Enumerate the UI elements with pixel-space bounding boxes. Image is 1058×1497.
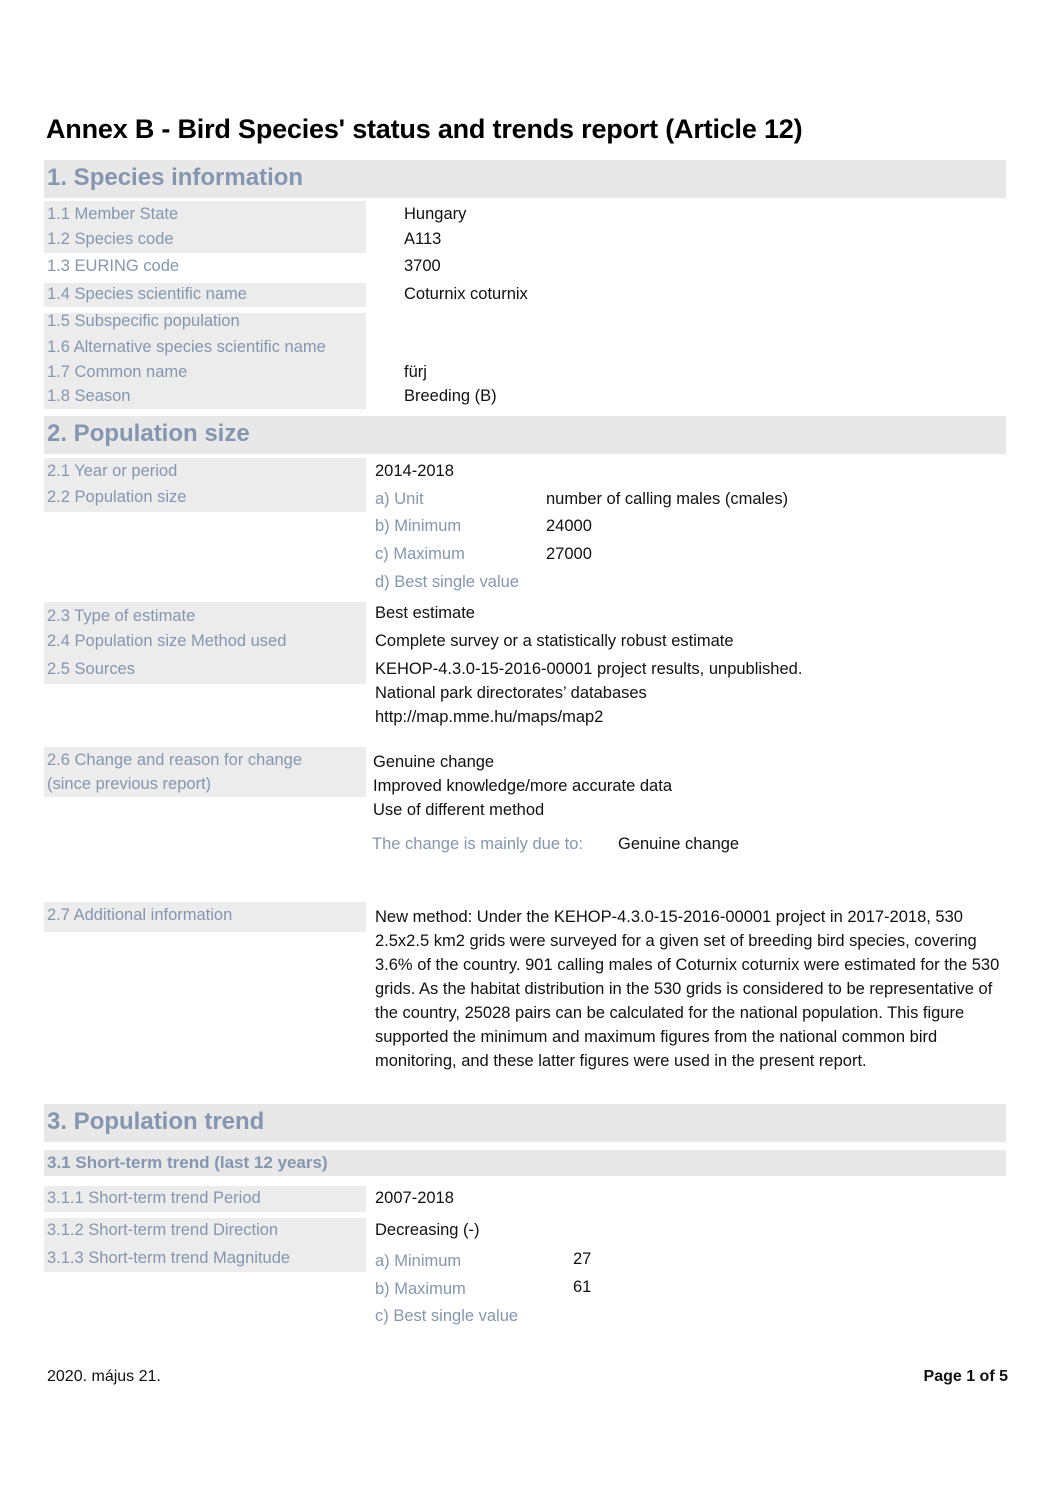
footer-page-number: Page 1 of 5 [923,1368,1008,1385]
page-title: Annex B - Bird Species' status and trends report (Article 12) [46,114,803,144]
footer-date: 2020. május 21. [47,1368,161,1385]
trend-best-value-label: c) Best single value [375,1307,519,1325]
best-single-value-label: d) Best single value [375,573,519,591]
subsection-header-short-term-trend: 3.1 Short-term trend (last 12 years) [44,1150,1006,1176]
section-header-population-trend: 3. Population trend [44,1104,1006,1142]
scientific-name-label: 1.4 Species scientific name [47,285,247,303]
source-line: KEHOP-4.3.0-15-2016-00001 project results, unpublished. [375,660,803,678]
common-name-label: 1.7 Common name [47,363,188,381]
source-line[interactable]: http://map.mme.hu/maps/map2 [375,708,604,726]
species-code-label: 1.2 Species code [47,230,174,248]
method-used-label: 2.4 Population size Method used [47,632,287,650]
additional-information-text: New method: Under the KEHOP-4.3.0-15-2016-00001 project in 2017-2018, 530 2.5x2.5 km2 grids were surveyed for a given set of breeding bird species, covering 3.6% of the country. 901 calling males of Coturnix coturnix were estimated for the 530 grids. As the habitat distribution in the 530 grids is considered to be representative of the country, 25028 pairs can be calculated for the national population. This figure supported the minimum and maximum figures from the national common bird monitoring, and these latter figures were used in the present report. [375,908,1000,1070]
common-name-value: fürj [404,363,427,381]
minimum-label: b) Minimum [375,517,462,535]
trend-direction-value: Decreasing (-) [375,1221,480,1239]
section-header-species-information: 1. Species information [44,160,1006,198]
maximum-label: c) Maximum [375,545,465,563]
type-of-estimate-label: 2.3 Type of estimate [47,607,196,625]
change-mainly-due-value: Genuine change [618,835,740,853]
season-value: Breeding (B) [404,387,497,405]
change-reason-item: Use of different method [373,801,545,819]
member-state-value: Hungary [404,205,467,223]
maximum-value: 27000 [546,545,592,563]
year-period-value: 2014-2018 [375,462,454,480]
change-reason-label: 2.6 Change and reason for change [47,751,303,769]
alternative-name-label: 1.6 Alternative species scientific name [47,338,326,356]
source-line: National park directorates’ databases [375,684,647,702]
euring-code-value: 3700 [404,257,441,275]
change-reason-item: Improved knowledge/more accurate data [373,777,672,795]
change-mainly-due-label: The change is mainly due to: [372,835,583,853]
sources-label: 2.5 Sources [47,660,136,678]
unit-value: number of calling males (cmales) [546,490,789,508]
trend-minimum-label: a) Minimum [375,1252,462,1270]
year-period-label: 2.1 Year or period [47,462,178,480]
subspecific-population-label: 1.5 Subspecific population [47,312,240,330]
member-state-label: 1.1 Member State [47,205,179,223]
additional-information-label: 2.7 Additional information [47,906,233,924]
trend-minimum-value: 27 [573,1250,592,1268]
species-code-value: A113 [404,230,442,248]
type-of-estimate-value: Best estimate [375,604,475,622]
trend-direction-label: 3.1.2 Short-term trend Direction [47,1221,279,1239]
change-reason-label-cont: (since previous report) [47,775,212,793]
method-used-value: Complete survey or a statistically robust estimate [375,632,734,650]
trend-period-label: 3.1.1 Short-term trend Period [47,1189,261,1207]
euring-code-label: 1.3 EURING code [47,257,180,275]
minimum-value: 24000 [546,517,592,535]
change-reason-item: Genuine change [373,753,495,771]
section-header-population-size: 2. Population size [44,416,1006,454]
trend-maximum-value: 61 [573,1278,592,1296]
population-size-label: 2.2 Population size [47,488,187,506]
scientific-name-value: Coturnix coturnix [404,285,528,303]
trend-period-value: 2007-2018 [375,1189,454,1207]
season-label: 1.8 Season [47,387,131,405]
trend-magnitude-label: 3.1.3 Short-term trend Magnitude [47,1249,291,1267]
trend-maximum-label: b) Maximum [375,1280,466,1298]
unit-label: a) Unit [375,490,424,508]
